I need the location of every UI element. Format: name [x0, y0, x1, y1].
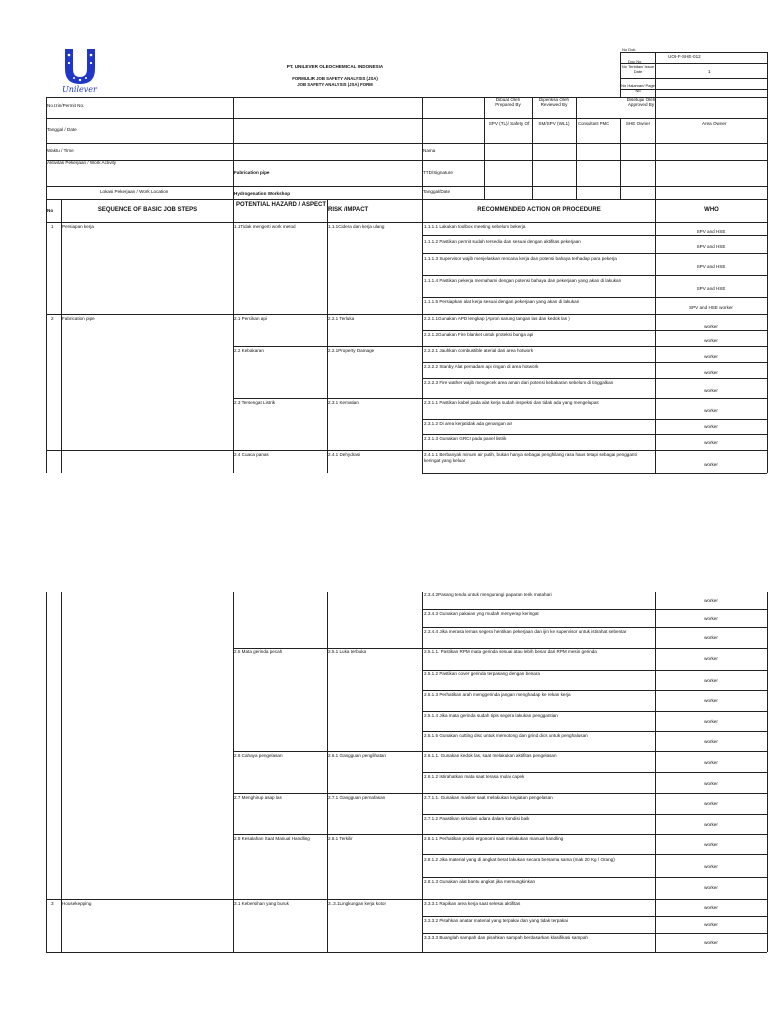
who-cell: worker — [704, 656, 718, 661]
role-sm: SM/SPV (WL1) — [538, 121, 570, 126]
step-2-name: Fabrication pipe — [62, 316, 95, 321]
action-row: 1.1.1.2 Pastikan permit sudah tersedia dan sesuai dengan aktifitas pekerjaan — [424, 239, 581, 244]
action-row: 2.2.2.1 Jauhkan combustible aterial dari area hotwork — [424, 348, 534, 353]
activity-value: Fabrication pipe — [234, 170, 270, 175]
step-3-name: Housekepping — [62, 901, 92, 906]
action-row: 2.2.2.3 Fire wather wajib mengecek area aman dari potensi kebakaran sebelum di tinggalkan — [424, 380, 614, 385]
action-row: 2.5.1.5 Gunakan cutting disc untuk memotong dan grind dics untuk penghalusan — [424, 733, 588, 738]
who-cell: worker — [704, 616, 718, 621]
who-cell: worker — [704, 370, 718, 375]
location-value: Hydrogenation Workshop — [234, 191, 291, 196]
action-row: 2.5.1.3 Perhatikan arah menggerinda jangan menghadap ke rekan kerja — [424, 692, 571, 697]
action-row: 1.1.1.5 Persiapkan alat kerja sesuai dengan pekerjaan yang akan di lakukan — [424, 299, 580, 304]
action-row: 2.7.1.2 Paastikan sirkulasi udara dalam kondisi baik — [424, 816, 530, 821]
action-row: 2.4.1.1 Berbanyak minum air putih, bukan hanya sebagai penghilang rasa haus tetapi sebagai pengganti keringat yang keluar — [424, 452, 637, 463]
step-1-name: Persiapan kerja — [62, 224, 94, 229]
risk-2-1: 2.2.1 Terluka — [328, 316, 355, 321]
action-row: 2.5.1.4 Jika mata gerinda sudah tipis segera lakukan penggantian — [424, 713, 558, 718]
col-action: RECOMMENDED ACTION OR PROCEDURE — [477, 207, 601, 213]
time-label: Waktu / Time — [47, 148, 74, 153]
action-row: 3.3.3.2 Pisahkan anatar material yang terpakai dan yang tidak terpakai — [424, 918, 568, 923]
action-row: 2.6.1.1. Gunakan kedok las, saat melakukan aktifitas pengelasan — [424, 753, 557, 758]
action-row: 2.6.1.2 Istirahatkan mata saat terasa mulai capek — [424, 774, 525, 779]
who-cell: worker — [704, 408, 718, 413]
doc-no-label: No Dok. — [622, 47, 637, 52]
action-row: 2.2.1.1Gunakan APD lengkap (Apron sarung tangan las dan kedok las ) — [424, 316, 570, 321]
who-cell: worker — [704, 462, 718, 467]
col-steps: SEQUENCE OF BASIC JOB STEPS — [97, 207, 198, 213]
risk-2-7: 2.7.1 Gangguan pernafasan — [328, 795, 386, 800]
action-row: 2.8.1.3 Gunakan alat bantu angkat jika memungkinkan — [424, 879, 536, 884]
date-label: Tanggal / Date — [47, 127, 77, 132]
who-cell: worker — [704, 760, 718, 765]
who-cell: worker — [704, 922, 718, 927]
action-row: 2.3.4.2Pasang tenda untuk mengurangi paparan terik matahari — [424, 592, 552, 597]
action-row: 3.3.3.3 Buanglah sampah dan pisahkan sampah berdasarkan klasifikasi sampah — [424, 935, 588, 940]
who-cell: SPV and HSE — [696, 244, 726, 249]
who-cell: worker — [704, 678, 718, 683]
who-cell: SPV and HSE — [696, 286, 726, 291]
name-label: Nama — [423, 148, 436, 153]
who-cell: worker — [704, 424, 718, 429]
hazard-2-5: 2.5 Mata gerinda pecah — [234, 649, 283, 654]
who-cell: worker — [704, 940, 718, 945]
risk-2-2: 2.2.1Property Damage — [328, 348, 375, 353]
page-no-label: No Halaman/ Page No — [621, 83, 655, 93]
col-hazard: POTENTIAL HAZARD / ASPECT — [236, 202, 327, 208]
signature-label: TTD/Signature — [423, 170, 453, 175]
who-cell: worker — [704, 324, 718, 329]
step-2-no: 2 — [51, 316, 54, 321]
form-title: FORMULIR JOB SAFETY ANALYSIS (JSA) — [292, 76, 378, 81]
hazard-2-8: 2.8 Kesalahan Saat Manual Handling — [234, 836, 310, 841]
col-no: No — [47, 208, 54, 213]
action-row: 2.8.1.2 Jika material yang di angkat berat lakukan secara bersama sama (mak 20 Kg / Orang) — [424, 857, 615, 862]
role-area-owner: Area Owner — [702, 121, 727, 126]
who-cell: worker — [704, 801, 718, 806]
hazard-2-4: 2.4 Cuaca panas — [234, 452, 269, 457]
role-she-owner: SHE Owner — [625, 121, 651, 126]
activity-label: Aktivitas Pekerjaan / Work Activity — [47, 160, 117, 165]
hazard-2-7: 2.7 Menghirup asap las — [234, 795, 282, 800]
step-1-no: 1 — [51, 224, 54, 229]
who-cell: worker — [704, 864, 718, 869]
risk-2-3: 2.3.1 Kematian — [328, 400, 359, 405]
location-label: Lokasi Pekerjaan / Work Location — [100, 189, 169, 194]
risk-2-5: 2.5.1 Luka terbuka — [328, 649, 367, 654]
col-risk: RISK /IMPACT — [328, 207, 369, 213]
who-cell: worker — [704, 635, 718, 640]
action-row: 2.2.1.2Gunakan Fire blanket untuk proteksi bunga api — [424, 332, 534, 337]
action-row: 2.2.2.2 Stanby Alat pemadam api ringan di area hotwork — [424, 364, 539, 369]
who-cell: worker — [704, 739, 718, 744]
who-cell: SPV and HSE — [696, 229, 726, 234]
action-row: 2.3.4.3 Gunakan pakaian yng mudah menyerap keringat — [424, 611, 539, 616]
action-row: 2.3.1.1 Pastikan kabel pada alat kerja sudah inspeksi dan tidak ada yang mengelupas — [424, 400, 599, 405]
sign-date-label: Tanggal/Date — [423, 189, 451, 194]
who-cell: worker — [704, 440, 718, 445]
who-cell: worker — [704, 842, 718, 847]
risk-2-8: 2.8.1 Terkilir — [328, 836, 353, 841]
issue-date-label: No Terbitan/ Issue Date — [621, 64, 655, 74]
action-row: 1.1.1.3 Supervisor wajib menjelaskan rencana kerja dan potensi bahaya terhadap para pekerja — [424, 256, 617, 261]
who-cell: worker — [704, 698, 718, 703]
hazard-3-1: 3.1 Kebersihan yang buruk — [234, 901, 289, 906]
who-cell: worker — [704, 354, 718, 359]
action-row: 2.3.4.4 Jika merasa lemas segera hentikan pekerjaan dan ijin ke supervisor untuk istirahat sebentar — [424, 629, 627, 634]
who-cell: worker — [704, 781, 718, 786]
who-cell: worker — [704, 598, 718, 603]
hazard-2-3: 2.3 Tersengat Listrik — [234, 400, 276, 405]
who-cell: worker — [704, 338, 718, 343]
action-row: 2.3.1.2 Di area kerjatidak ada genangan air — [424, 421, 513, 426]
who-cell: worker — [704, 719, 718, 724]
action-row: 2.7.1.1. Gunakan masker saat melakukan kegiatan pengelasan — [424, 795, 553, 800]
action-row: 1.1.1.1 Lakukan toolbox meeting sebelum bekerja — [424, 224, 526, 229]
company-name: PT. UNILEVER OLEOCHEMICAL INDONESIA — [286, 64, 384, 69]
step-1-risk: 1.1.1Cidera dan kerja ulang — [328, 224, 385, 229]
hazard-2-1: 2.1 Percikan api — [234, 316, 267, 321]
who-cell: worker — [704, 905, 718, 910]
doc-no-label-en: Doc No — [628, 59, 642, 64]
prepared-by: Dibuat Oleh Prepared By — [495, 97, 521, 107]
role-spv: SPV (TL)/ Safety Of — [488, 121, 530, 126]
risk-2-6: 2.6.1 Gangguan penglihatan — [328, 753, 386, 758]
who-cell: worker — [704, 822, 718, 827]
risk-2-4: 2.4.1 Dehydrasi — [328, 452, 361, 457]
step-1-hazard: 1.1Tidak mengerti work metod — [234, 224, 296, 229]
doc-no-value: UOI-F-SHE-012 — [668, 54, 701, 59]
approved-by: Disetujui Oleh Approved By — [626, 97, 656, 107]
action-row: 3.3.3.1 Rapikan area kerja saat selesai aktifitas — [424, 901, 521, 906]
hazard-2-6: 2.6 Cahaya pengelasan — [234, 753, 283, 758]
step-3-no: 3 — [51, 901, 54, 906]
action-row: 2.5.1.2 Pastikan cover gerinda terpasang dengan benara — [424, 671, 540, 676]
unilever-u-icon — [60, 47, 100, 87]
permit-label: No.Izin/Permit No. — [47, 103, 85, 108]
action-row: 2.5.1.1. Pastikan RPM mata gerinda sesuai atau lebih besar dari RPM mesin gerinda — [424, 649, 597, 654]
who-cell: SPV and HSE worker — [689, 305, 733, 310]
hazard-2-2: 2.2 Kebakaran — [234, 348, 264, 353]
who-cell: worker — [704, 885, 718, 890]
unilever-logo — [60, 47, 100, 95]
who-cell: SPV and HSE — [696, 264, 726, 269]
logo-wordmark: Unilever — [62, 85, 97, 94]
form-title-en: JOB SAFETY ANALYSIS (JSA) FORM — [297, 82, 373, 87]
col-who: WHO — [704, 207, 719, 213]
action-row: 2.3.1.3 Gunakan GRCI pada panel listrik — [424, 436, 507, 441]
risk-3-1: 3..3.1Lingkungan kerja kotor — [328, 901, 386, 906]
reviewed-by: Diperiksa Oleh Reviewed By — [538, 97, 570, 107]
role-consultant: Consultant PMC — [578, 121, 610, 126]
who-cell: worker — [704, 388, 718, 393]
action-row: 2.8.1.1 Perhatikan posisi ergonomi saat melakukan manual handling — [424, 836, 564, 841]
issue-no-value: 1 — [708, 69, 711, 74]
action-row: 1.1.1.4 Pastikan pekerja memahami dengan potensi bahaya dan pekerjaan yang akan di lakukan — [424, 278, 622, 283]
